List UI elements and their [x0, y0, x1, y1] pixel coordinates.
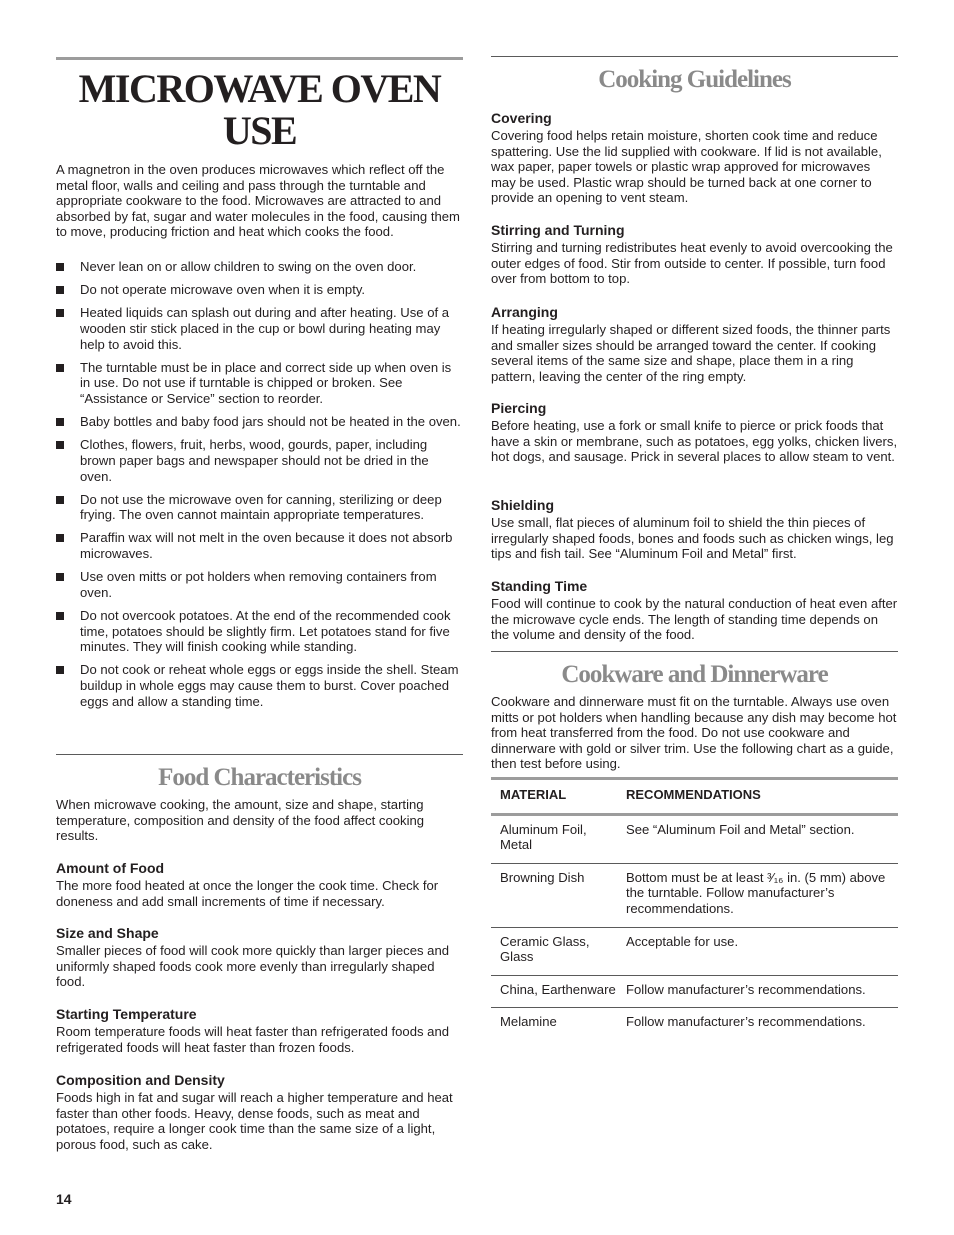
bullet-square-icon — [56, 364, 64, 372]
bullet-square-icon — [56, 441, 64, 449]
intro-paragraph: A magnetron in the oven produces microwaves which reflect off the metal floor, walls and ceiling and pass through the turntable and appropriate cookware to the food. Microwaves are attracted to and absorbed by fat, sugar and water molecules in the food, causing them to move, producing friction and heat which cooks the food. — [56, 162, 460, 240]
recommendation-cell: Acceptable for use. — [617, 927, 898, 975]
page-title: MICROWAVE OVEN USE — [78, 66, 441, 153]
column-header-material: MATERIAL — [491, 779, 617, 815]
list-item: Do not cook or reheat whole eggs or eggs inside the shell. Steam buildup in whole eggs may cause them to burst. Cover poached eggs and allow a standing time. — [56, 662, 463, 709]
list-item: Heated liquids can splash out during and after heating. Use of a wooden stir stick placed in the cup or bowl during heating may help to avoid this. — [56, 305, 463, 352]
cooking-guidelines-title: Cooking Guidelines — [598, 66, 791, 93]
table-header-row — [491, 779, 898, 815]
guideline-stirring: Stirring and Turning Stirring and turning redistributes heat evenly to avoid overcooking the outer edges of food. Stir from outside to center. If possible, turn food over from bottom to top. — [491, 222, 893, 287]
guideline-standing-time: Standing Time Food will continue to cook by the natural conduction of heat even after the microwave cycle ends. The length of standing time depends on the volume and density of the food. — [491, 578, 898, 643]
bullet-square-icon — [56, 263, 64, 271]
guideline-piercing: Piercing Before heating, use a fork or small knife to pierce or prick foods that have a skin or membrane, such as potatoes, egg yolks, chicken livers, hot dogs, and sausage. Prick in several places to allow steam to vent. — [491, 400, 898, 465]
bullet-square-icon — [56, 309, 64, 317]
food-section-size: Size and Shape Smaller pieces of food will cook more quickly than larger pieces and uniformly shaped foods cook more evenly than irregularly shaped food. — [56, 925, 450, 990]
material-cell: China, Earthenware — [491, 975, 617, 1008]
bullet-square-icon — [56, 286, 64, 294]
table-row — [491, 927, 898, 975]
safety-list — [56, 259, 463, 717]
page-number: 14 — [56, 1191, 72, 1207]
recommendation-cell: Bottom must be at least ³⁄₁₆ in. (5 mm) above the turntable. Follow manufacturer’s recommendations. — [617, 863, 898, 927]
list-item: Paraffin wax will not melt in the oven because it does not absorb microwaves. — [56, 530, 463, 561]
cookware-title: Cookware and Dinnerware — [561, 661, 828, 688]
table-row — [491, 814, 898, 863]
column-header-recommendations: RECOMMENDATIONS — [617, 779, 898, 815]
table-row — [491, 1008, 898, 1040]
recommendation-cell: See “Aluminum Foil and Metal” section. — [617, 814, 898, 863]
list-item: Do not operate microwave oven when it is empty. — [56, 282, 463, 298]
guideline-shielding: Shielding Use small, flat pieces of aluminum foil to shield the thin pieces of irregularly shaped foods, bones and foods such as chicken wings, leg tips and fish tail. See “Aluminum Foil and Metal” first. — [491, 497, 894, 562]
bullet-square-icon — [56, 418, 64, 426]
bullet-square-icon — [56, 666, 64, 674]
bullet-square-icon — [56, 573, 64, 581]
material-cell: Melamine — [500, 1014, 557, 1030]
top-rule — [56, 57, 463, 60]
list-item: Use oven mitts or pot holders when removing containers from oven. — [56, 569, 463, 600]
food-section-composition: Composition and Density Foods high in fat and sugar will reach a higher temperature and heat faster than other foods. Heavy, dense foods, such as meat and potatoes, require a longer cook time than the same size of a light, porous food, such as cake. — [56, 1072, 453, 1152]
guideline-covering: Covering Covering food helps retain moisture, shorten cook time and reduce spattering. Use the lid supplied with cookware. If lid is not available, wax paper, paper towels or plastic wrap approved for microwaves may be used. Plastic wrap should be turned back at one corner to provide an opening to vent steam. — [491, 110, 882, 206]
material-cell: Aluminum Foil, Metal — [491, 814, 617, 863]
bullet-square-icon — [56, 534, 64, 542]
table-row — [491, 863, 898, 927]
list-item: Clothes, flowers, fruit, herbs, wood, gourds, paper, including brown paper bags and newspaper should not be dried in the oven. — [56, 437, 463, 484]
material-cell: Browning Dish — [491, 863, 617, 927]
top-rule — [491, 56, 898, 57]
cookware-intro: Cookware and dinnerware must fit on the turntable. Always use oven mitts or pot holders when handling because any dish may become hot from heat transferred from the food. Do not use cookware and dinnerware with gold or silver trim. Use the following chart as a guide, then test before using. — [491, 694, 897, 772]
list-item: Do not use the microwave oven for canning, sterilizing or deep frying. The oven cannot maintain appropriate temperatures. — [56, 492, 463, 523]
cookware-table — [491, 777, 898, 1040]
bullet-square-icon — [56, 496, 64, 504]
food-intro: When microwave cooking, the amount, size and shape, starting temperature, composition and density of the food affect cooking results. — [56, 797, 425, 844]
recommendation-cell: Follow manufacturer’s recommendations. — [626, 1014, 866, 1030]
section-divider — [56, 754, 463, 755]
guideline-arranging: Arranging If heating irregularly shaped or different sized foods, the thinner parts and smaller sizes should be arranged toward the center. If cooking several items of the same size and shape, place them in a ring pattern, leaving the center of the ring empty. — [491, 304, 891, 384]
table-row — [491, 975, 898, 1008]
recommendation-cell: Follow manufacturer’s recommendations. — [617, 975, 898, 1008]
food-section-temperature: Starting Temperature Room temperature foods will heat faster than refrigerated foods and refrigerated foods will heat faster than frozen foods. — [56, 1006, 450, 1055]
bullet-square-icon — [56, 612, 64, 620]
list-item: Never lean on or allow children to swing on the oven door. — [56, 259, 463, 275]
section-divider — [491, 651, 898, 652]
food-characteristics-title: Food Characteristics — [158, 764, 361, 791]
food-section-amount: Amount of Food The more food heated at once the longer the cook time. Check for doneness and add small increments of time if necessary. — [56, 860, 439, 909]
material-cell: Ceramic Glass, Glass — [491, 927, 617, 975]
list-item: The turntable must be in place and correct side up when oven is in use. Do not use if turntable is chipped or broken. See “Assistance or Service” section to reorder. — [56, 360, 463, 407]
list-item: Baby bottles and baby food jars should not be heated in the oven. — [56, 414, 463, 430]
list-item: Do not overcook potatoes. At the end of the recommended cook time, potatoes should be slightly firm. Let potatoes stand for five minutes. They will finish cooking while standing. — [56, 608, 463, 655]
